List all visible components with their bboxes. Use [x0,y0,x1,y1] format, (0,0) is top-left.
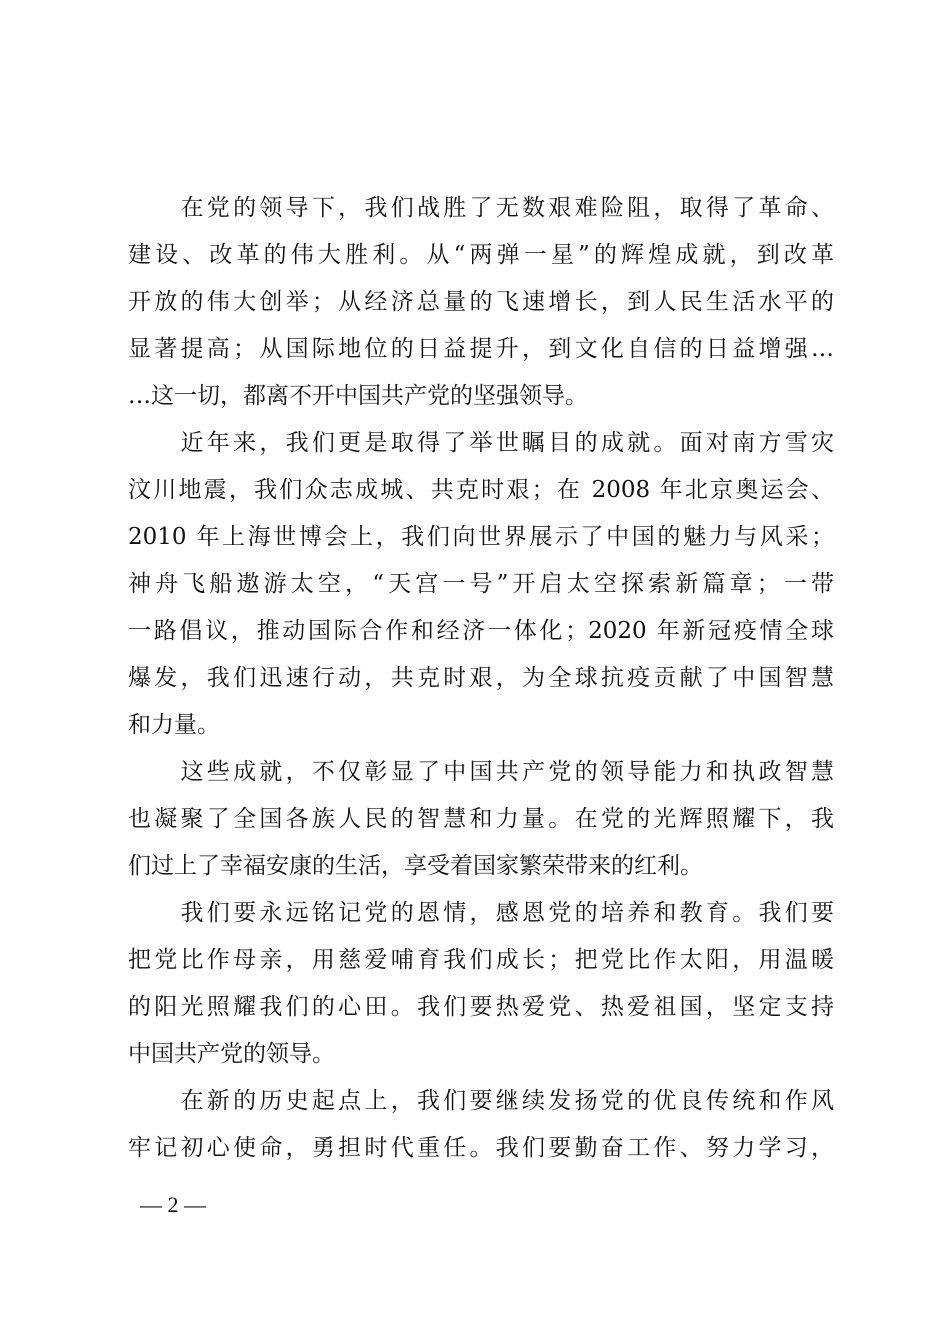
text-line: …这一切，都离不开中国共产党的坚强领导。 [128,383,588,409]
text-line: 中国共产党的领导。 [128,1041,335,1067]
text-line: 2010 年上海世博会上，我们向世界展示了中国的魅力与风采； [128,524,834,550]
text-line: 这些成就，不仅彰显了中国共产党的领导能力和执政智慧 [128,759,834,785]
document-body [128,185,834,1172]
text-line: 显著提高；从国际地位的日益提升，到文化自信的日益增强… [128,336,834,362]
text-line: 在新的历史起点上，我们要继续发扬党的优良传统和作风 [128,1088,834,1114]
paragraph [128,1078,834,1172]
paragraph [128,420,834,749]
paragraph [128,890,834,1078]
text-line: 我们要永远铭记党的恩情，感恩党的培养和教育。我们要 [128,900,834,926]
text-line: 也凝聚了全国各族人民的智慧和力量。在党的光辉照耀下，我 [128,806,834,832]
text-line: 开放的伟大创举；从经济总量的飞速增长，到人民生活水平的 [128,289,834,315]
text-line: 把党比作母亲，用慈爱哺育我们成长；把党比作太阳，用温暖 [128,947,834,973]
text-line: 建设、改革的伟大胜利。从“两弹一星”的辉煌成就，到改革 [128,242,834,268]
text-line: 的阳光照耀我们的心田。我们要热爱党、热爱祖国，坚定支持 [128,994,834,1020]
text-line: 爆发，我们迅速行动，共克时艰，为全球抗疫贡献了中国智慧 [128,665,834,691]
text-line: 和力量。 [128,712,220,738]
text-line: 汶川地震，我们众志成城、共克时艰；在 2008 年北京奥运会、 [128,477,834,503]
paragraph [128,185,834,420]
text-line: 近年来，我们更是取得了举世瞩目的成就。面对南方雪灾 [128,430,834,456]
text-line: 牢记初心使命，勇担时代重任。我们要勤奋工作、努力学习， [128,1135,834,1161]
page-number: — 2 — [140,1192,206,1217]
paragraph [128,749,834,890]
text-line: 在党的领导下，我们战胜了无数艰难险阻，取得了革命、 [128,195,834,221]
text-line: 们过上了幸福安康的生活，享受着国家繁荣带来的红利。 [128,853,703,879]
text-line: 神舟飞船遨游太空，“天宫一号”开启太空探索新篇章；一带 [128,571,834,597]
text-line: 一路倡议，推动国际合作和经济一体化；2020 年新冠疫情全球 [128,618,834,644]
